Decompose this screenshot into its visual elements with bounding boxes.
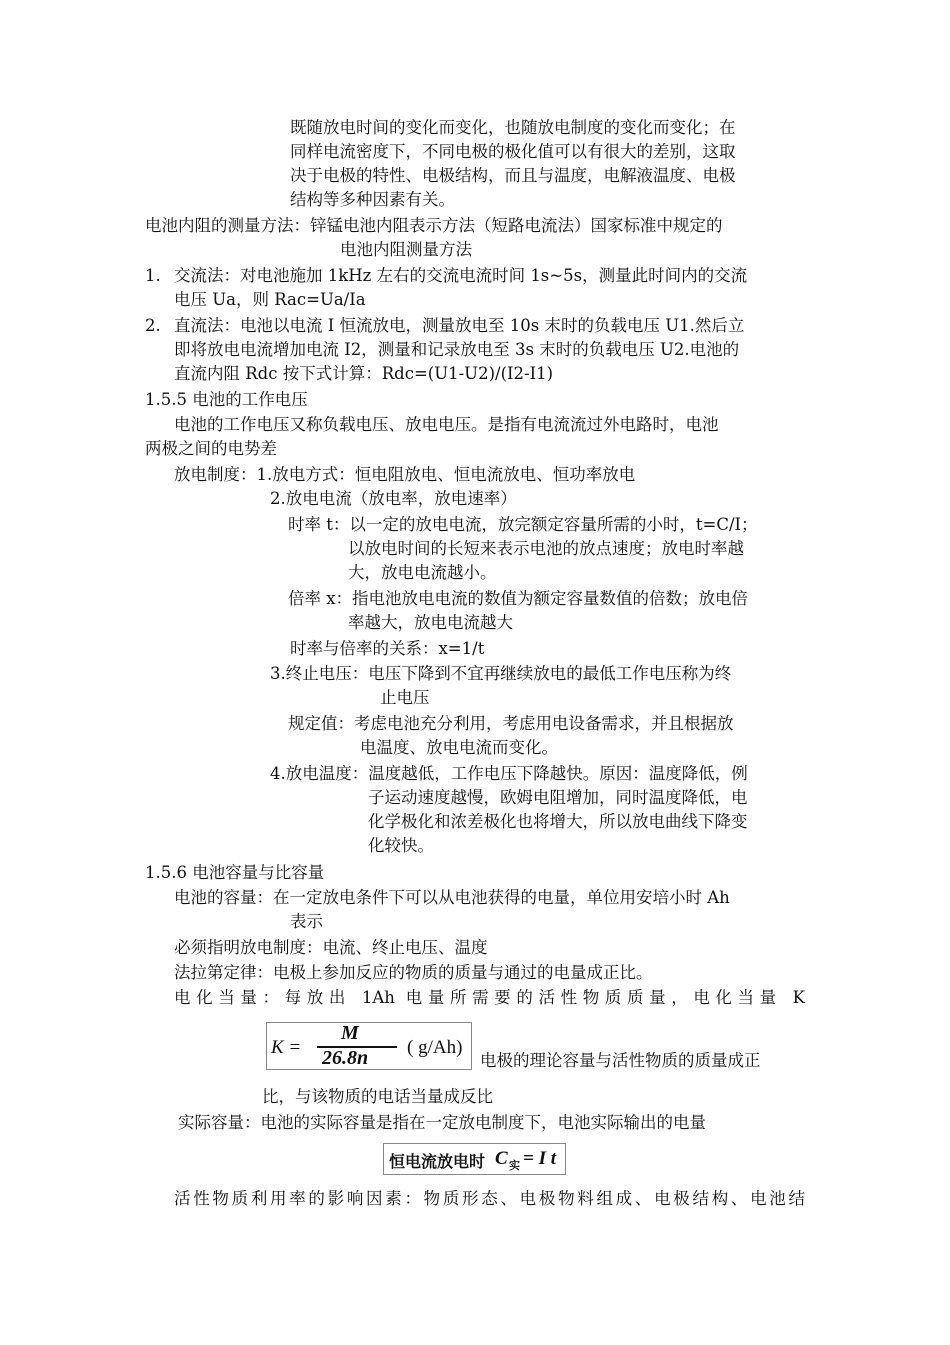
- formula-rhs: = I t: [523, 1148, 556, 1169]
- formula-numerator: M: [341, 1022, 359, 1044]
- text-line: 止电压: [380, 688, 430, 707]
- formula-denominator: 26.8n: [322, 1047, 369, 1069]
- list-item-text: 直流内阻 Rdc 按下式计算：Rdc=(U1-U2)/(I2-I1): [174, 364, 554, 383]
- text-line: 活性物质利用率的影响因素：物质形态、电极物料组成、电极结构、电池结: [174, 1189, 805, 1208]
- text-line: 实际容量：电池的实际容量是指在一定放电制度下，电池实际输出的电量: [178, 1113, 706, 1132]
- formula-lhs: K =: [271, 1037, 302, 1058]
- formula-unit: ( g/Ah): [407, 1037, 463, 1058]
- text-line: 子运动速度越慢，欧姆电阻增加，同时温度降低，电: [368, 788, 748, 807]
- text-line: 电极的理论容量与活性物质的质量成正: [480, 1051, 761, 1070]
- text-line: 倍率 x：指电池放电电流的数值为额定容量数值的倍数；放电倍: [288, 589, 749, 608]
- formula-label: 恒电流放电时: [389, 1152, 486, 1171]
- subsection-heading: 1.5.6 电池容量与比容量: [145, 863, 325, 882]
- section-heading-cont: 电池内阻测量方法: [340, 240, 472, 259]
- list-item-text: 直流法：电池以电流 I 恒流放电，测量放电至 10s 末时的负载电压 U1.然后立: [174, 316, 745, 335]
- text-line: 化学极化和浓差极化也将增大，所以放电曲线下降变: [368, 812, 748, 831]
- text-line: 大，放电电流越小。: [348, 563, 497, 582]
- section-heading: 电池内阻的测量方法：锌锰电池内阻表示方法（短路电流法）国家标准中规定的: [145, 216, 723, 235]
- formula-subscript: 实: [509, 1159, 520, 1172]
- text-line: 放电制度：1.放电方式：恒电阻放电、恒电流放电、恒功率放电: [174, 465, 636, 484]
- text-line: 两极之间的电势差: [145, 439, 277, 458]
- list-item-text: 即将放电电流增加电流 I2，测量和记录放电至 3s 末时的负载电压 U2.电池的: [174, 340, 740, 359]
- text-line: 法拉第定律：电极上参加反应的物质的质量与通过的电量成正比。: [174, 963, 653, 982]
- text-line: 电池的工作电压又称负载电压、放电电压。是指有电流流过外电路时，电池: [174, 415, 719, 434]
- text-line: 化较快。: [368, 836, 434, 855]
- formula-c: C: [495, 1148, 508, 1169]
- text-line: 时率 t：以一定的放电电流，放完额定容量所需的小时，t=C/I；: [288, 515, 758, 534]
- text-line: 电温度、放电电流而变化。: [360, 738, 558, 757]
- text-line: 电池的容量：在一定放电条件下可以从电池获得的电量，单位用安培小时 Ah: [174, 888, 730, 907]
- text-line: 率越大，放电电流越大: [348, 613, 513, 632]
- text-line: 必须指明放电制度：电流、终止电压、温度: [174, 938, 488, 957]
- text-line: 电化当量：每放出 1Ah 电量所需要的活性物质质量，电化当量 K: [174, 988, 805, 1007]
- text-line: 规定值：考虑电池充分利用，考虑用电设备需求，并且根据放: [288, 714, 734, 733]
- text-line: 表示: [290, 912, 323, 931]
- text-line: 结构等多种因素有关。: [290, 190, 455, 209]
- text-line: 以放电时间的长短来表示电池的放点速度；放电时率越: [348, 539, 744, 558]
- list-number: 1.: [145, 266, 161, 285]
- text-line: 3.终止电压：电压下降到不宜再继续放电的最低工作电压称为终: [270, 664, 732, 683]
- text-line: 同样电流密度下，不同电极的极化值可以有很大的差别，这取: [290, 142, 736, 161]
- list-item-text: 交流法：对电池施加 1kHz 左右的交流电流时间 1s~5s，测量此时间内的交流: [174, 266, 748, 285]
- text-line: 比，与该物质的电话当量成反比: [262, 1087, 493, 1106]
- text-line: 既随放电时间的变化而变化，也随放电制度的变化而变化；在: [290, 118, 736, 137]
- text-line: 决于电极的特性、电极结构，而且与温度，电解液温度、电极: [290, 166, 736, 185]
- formula-image-capacity: [383, 1143, 566, 1175]
- text-line: 2.放电电流（放电率，放电速率）: [270, 489, 517, 508]
- text-line: 时率与倍率的关系：x=1/t: [290, 639, 485, 658]
- formula-image-k: [266, 1022, 472, 1070]
- text-line: 4.放电温度：温度越低，工作电压下降越快。原因：温度降低，例: [270, 764, 748, 783]
- subsection-heading: 1.5.5 电池的工作电压: [145, 390, 308, 409]
- list-number: 2.: [145, 316, 161, 335]
- list-item-text: 电压 Ua，则 Rac=Ua/Ia: [174, 290, 366, 309]
